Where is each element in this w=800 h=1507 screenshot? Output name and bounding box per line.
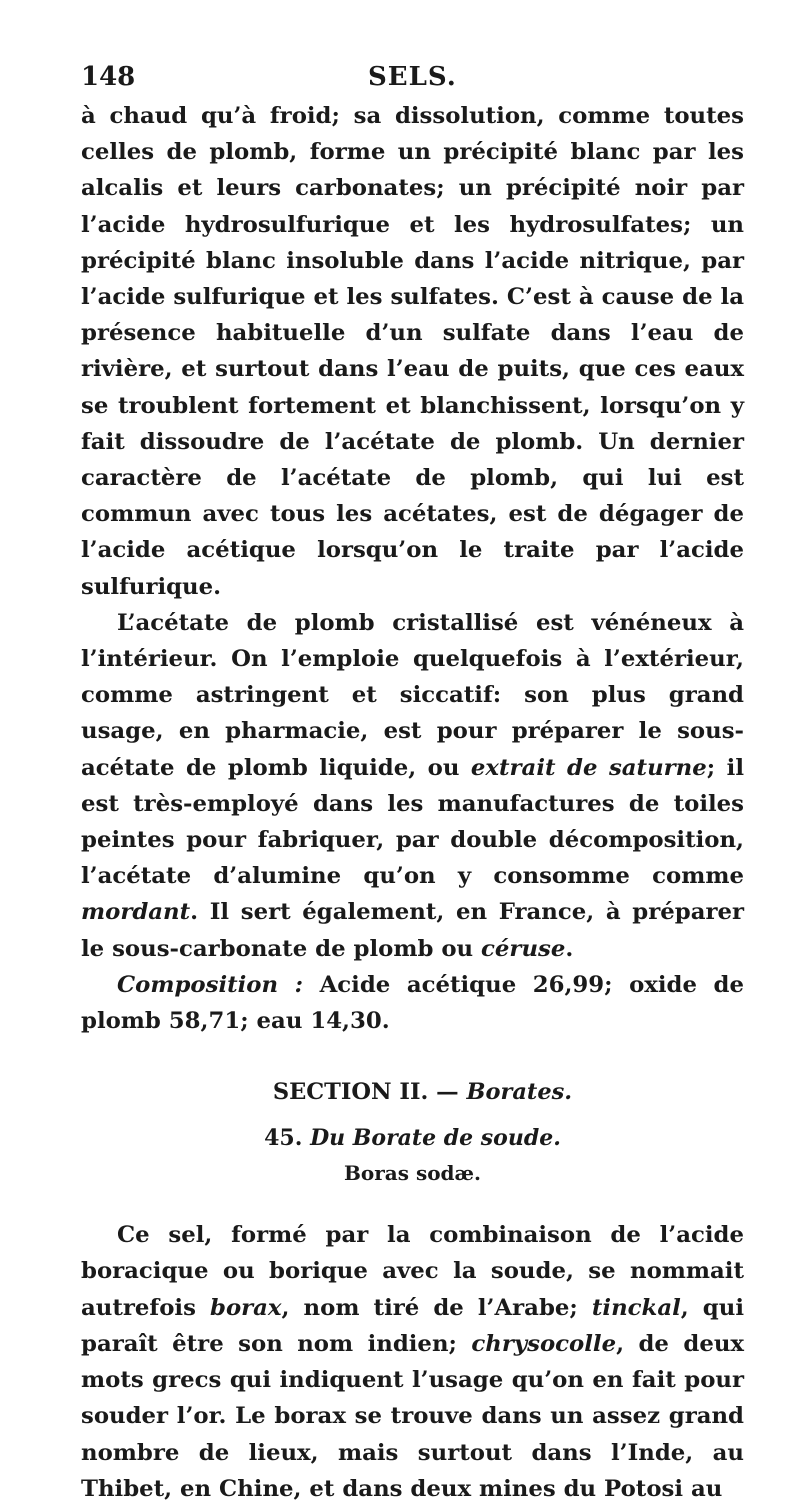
- subsection-title: Du Borate de soude.: [310, 1125, 561, 1152]
- italic-term: chrysocolle: [471, 1330, 617, 1357]
- section-label: SECTION II. —: [272, 1079, 467, 1106]
- paragraph-lead-acetate-reactions: [81, 98, 744, 605]
- italic-term: mordant: [81, 899, 191, 926]
- subsection-heading: [81, 1121, 744, 1155]
- section-title: Borates.: [466, 1079, 573, 1106]
- italic-term: extrait de saturne: [470, 754, 707, 781]
- page-number: 148: [81, 62, 136, 92]
- paragraph-text: ; il est très-employé dans les manufactures de toiles peintes pour fabriquer, par double décomposition, l’acétate d’alumine qu’on y consomme comme: [81, 754, 744, 890]
- paragraph-composition: [81, 967, 744, 1039]
- italic-term: tinckal: [591, 1294, 681, 1321]
- paragraph-lead-acetate-uses: [81, 605, 744, 967]
- paragraph-text: , qui paraît être son nom indien;: [81, 1294, 744, 1357]
- paragraph-text: . Il sert également, en France, à préparer le sous-carbonate de plomb ou: [81, 899, 744, 962]
- subsection-number: 45.: [264, 1125, 303, 1152]
- paragraph-text: .: [565, 935, 574, 962]
- paragraph-text: à chaud qu’à froid; sa dissolution, comme toutes celles de plomb, forme un précipité blanc par les alcalis et leurs carbonates; un précipité noir par l’acide hydrosulfurique et les hydrosulfates; un précipité blanc insoluble dans l’acide nitrique, par l’acide sulfurique et les sulfates. C’est à cause de la présence habituelle d’un sulfate dans l’eau de rivière, et surtout dans l’eau de puits, que ces eaux se troublent fortement et blanchissent, lorsqu’on y fait dissoudre de l’acétate de plomb. Un dernier caractère de l’acétate de plomb, qui lui est commun avec tous les acétates, est de dégager de l’acide acétique lorsqu’on le traite par l’acide sulfurique.: [81, 103, 744, 600]
- paragraph-borax-origin: [81, 1217, 744, 1507]
- paragraph-text: Acide acétique 26,99; oxide de plomb 58,71; eau 14,30.: [81, 971, 745, 1035]
- paragraph-text: Ce sel, formé par la combinaison de l’acide boracique ou borique avec la soude, se nommait autrefois: [81, 1222, 744, 1321]
- paragraph-text: , de deux mots grecs qui indiquent l’usage qu’on en fait pour souder l’or. Le borax se trouve dans un assez grand nombre de lieux, mais surtout dans l’Inde, au Thibet, en Chine, et dans deux mines du Potosi au: [81, 1330, 744, 1502]
- running-title: SELS.: [368, 62, 457, 92]
- italic-term: borax: [210, 1294, 282, 1321]
- page-body: [81, 98, 744, 1507]
- paragraph-text: , nom tiré de l’Arabe;: [281, 1294, 592, 1321]
- running-head: [81, 62, 744, 98]
- latin-name: Boras sodæ.: [343, 1161, 481, 1186]
- italic-term: céruse: [481, 935, 566, 962]
- paragraph-text: L’acétate de plomb cristallisé est vénéneux à l’intérieur. On l’emploie quelquefois à l’extérieur, comme astringent et siccatif: son plus grand usage, en pharmacie, est pour préparer le sous-acétate de plomb liquide, ou: [81, 609, 744, 781]
- section-heading: [81, 1075, 744, 1109]
- composition-label: Composition :: [117, 971, 304, 998]
